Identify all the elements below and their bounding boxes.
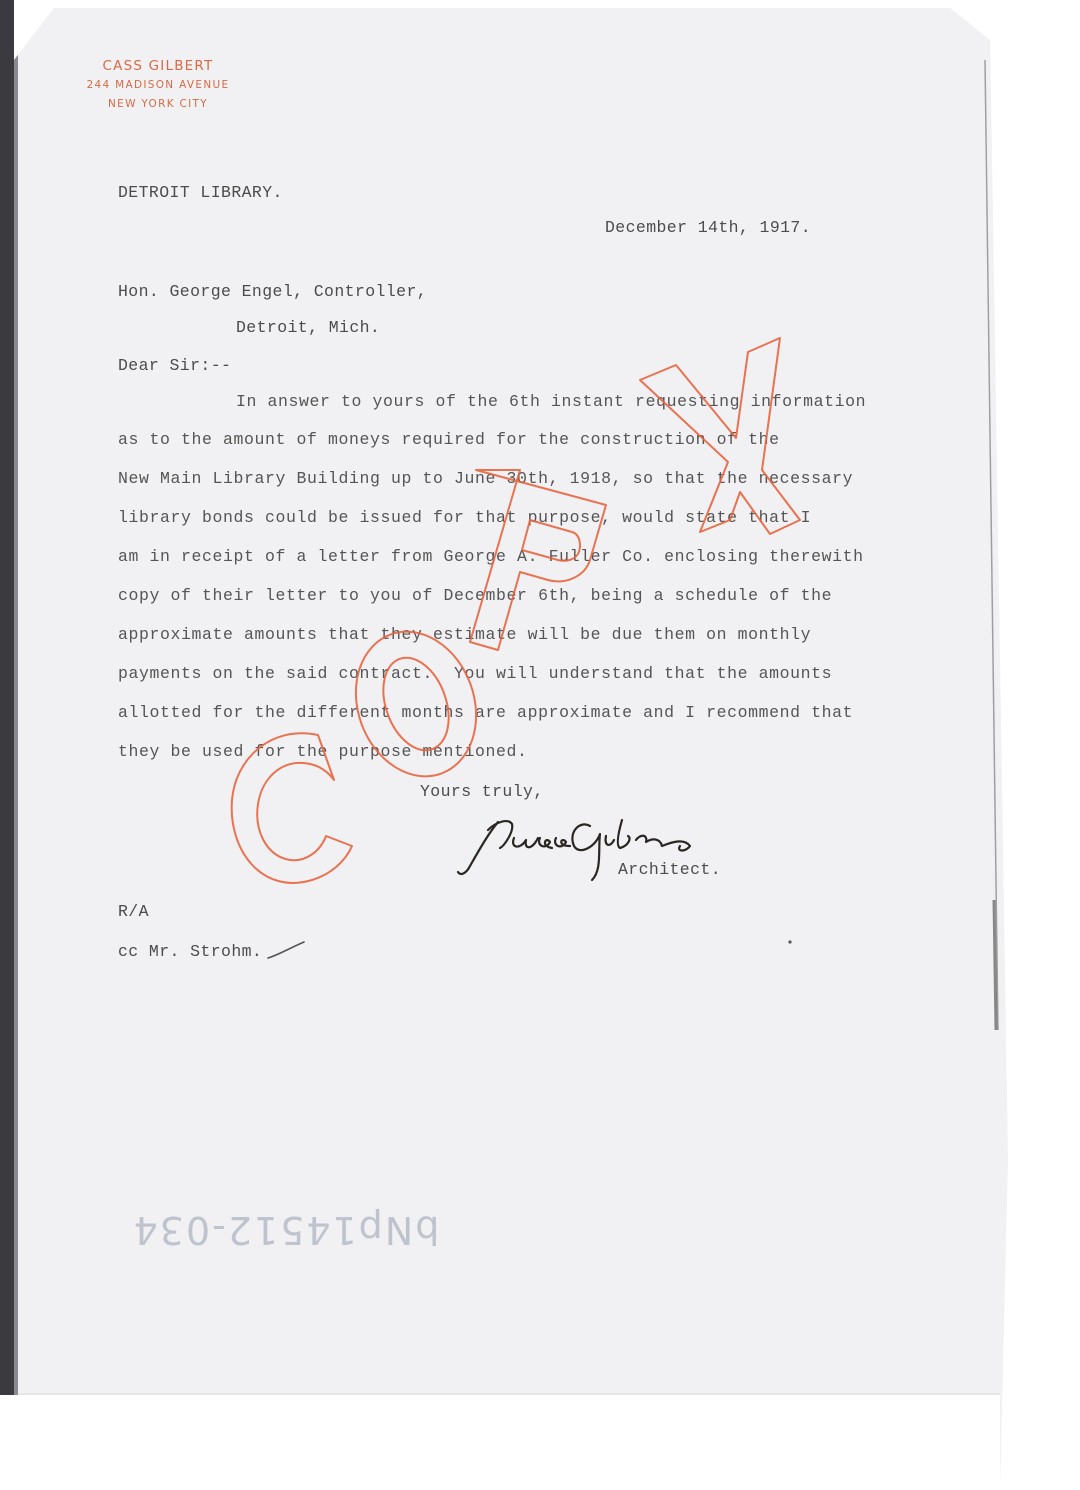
body-line: New Main Library Building up to June 30th, 1918, so that the necessary <box>118 469 854 488</box>
carbon-copy-line: cc Mr. Strohm. <box>118 942 263 961</box>
letterhead <box>60 56 256 114</box>
project-heading: DETROIT LIBRARY. <box>118 183 283 202</box>
body-line: am in receipt of a letter from George A. Fuller Co. enclosing therewith <box>118 547 864 566</box>
body-line: as to the amount of moneys required for the construction of the <box>118 430 780 449</box>
accession-number: bNp14512-034 <box>131 1208 440 1252</box>
signer-title: Architect. <box>618 860 722 879</box>
salutation: Dear Sir:-- <box>118 356 232 375</box>
letterhead-address: 244 MADISON AVENUE <box>86 79 230 91</box>
body-line: allotted for the different months are approximate and I recommend that <box>118 703 854 722</box>
letterhead-city: NEW YORK CITY <box>108 98 208 110</box>
typist-initials: R/A <box>118 902 149 921</box>
body-line: In answer to yours of the 6th instant requesting information <box>236 392 867 411</box>
body-line: copy of their letter to you of December 6th, being a schedule of the <box>118 586 833 605</box>
body-line: library bonds could be issued for that purpose, would state that I <box>118 508 812 527</box>
body-line: payments on the said contract. You will understand that the amounts <box>118 664 833 683</box>
recipient-name: Hon. George Engel, Controller, <box>118 282 428 301</box>
recipient-city: Detroit, Mich. <box>236 318 381 337</box>
body-line: they be used for the purpose mentioned. <box>118 742 528 761</box>
letter-date: December 14th, 1917. <box>605 218 812 237</box>
body-line: approximate amounts that they estimate will be due them on monthly <box>118 625 812 644</box>
closing: Yours truly, <box>420 782 544 801</box>
letterhead-name: CASS GILBERT <box>102 58 214 74</box>
